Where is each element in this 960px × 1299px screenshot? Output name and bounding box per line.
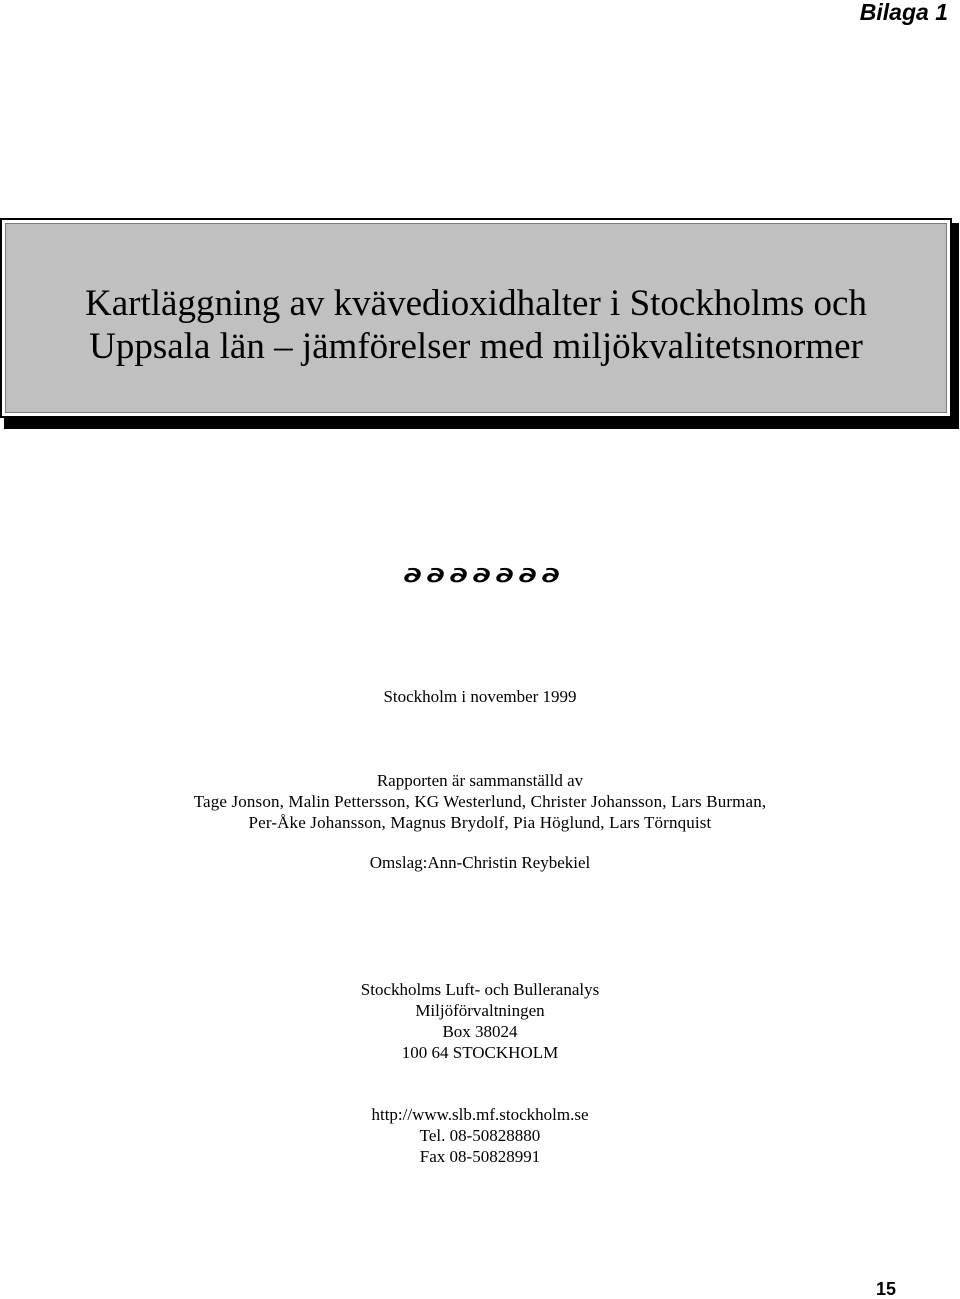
place-date-text: Stockholm i november 1999 bbox=[383, 687, 577, 706]
ornament-glyph: ∂ bbox=[495, 562, 511, 588]
organization-name: Stockholms Luft- och Bulleranalys bbox=[360, 980, 600, 999]
compiled-by-intro: Rapporten är sammanställd av bbox=[376, 771, 584, 790]
ornament-glyph: ∂ bbox=[541, 562, 557, 588]
address-block bbox=[0, 979, 960, 1063]
appendix-label: Bilaga 1 bbox=[859, 0, 948, 25]
report-title-line-2: Uppsala län – jämförelser med miljökvalitetsnormer bbox=[89, 326, 863, 367]
ornament-glyph: ∂ bbox=[449, 562, 465, 588]
ornament-glyph: ∂ bbox=[518, 562, 534, 588]
scroll-ornament-icon bbox=[0, 558, 960, 594]
website-link[interactable]: http://www.slb.mf.stockholm.se bbox=[371, 1105, 589, 1124]
cover-credit-text: Omslag:Ann-Christin Reybekiel bbox=[369, 853, 591, 872]
compiled-by-section bbox=[0, 770, 960, 833]
ornament-glyph: ∂ bbox=[403, 562, 419, 588]
contact-block bbox=[0, 1104, 960, 1167]
ornament-glyph: ∂ bbox=[472, 562, 488, 588]
cover-credit bbox=[0, 852, 960, 873]
fax-number: Fax 08-50828991 bbox=[419, 1147, 541, 1166]
place-and-date bbox=[0, 686, 960, 707]
postal-box: Box 38024 bbox=[442, 1022, 518, 1041]
report-title-line-1: Kartläggning av kvävedioxidhalter i Stockholms och bbox=[85, 283, 867, 324]
authors-line-1: Tage Jonson, Malin Pettersson, KG Westerlund, Christer Johansson, Lars Burman, bbox=[193, 792, 767, 811]
ornament-glyph: ∂ bbox=[426, 562, 442, 588]
report-title bbox=[2, 282, 950, 368]
title-box bbox=[0, 218, 952, 418]
authors-line-2: Per-Åke Johansson, Magnus Brydolf, Pia Höglund, Lars Törnquist bbox=[248, 813, 712, 832]
phone-number: Tel. 08-50828880 bbox=[419, 1126, 541, 1145]
postal-city: 100 64 STOCKHOLM bbox=[401, 1043, 559, 1062]
department-name: Miljöförvaltningen bbox=[415, 1001, 545, 1020]
page-number: 15 bbox=[875, 1279, 896, 1299]
